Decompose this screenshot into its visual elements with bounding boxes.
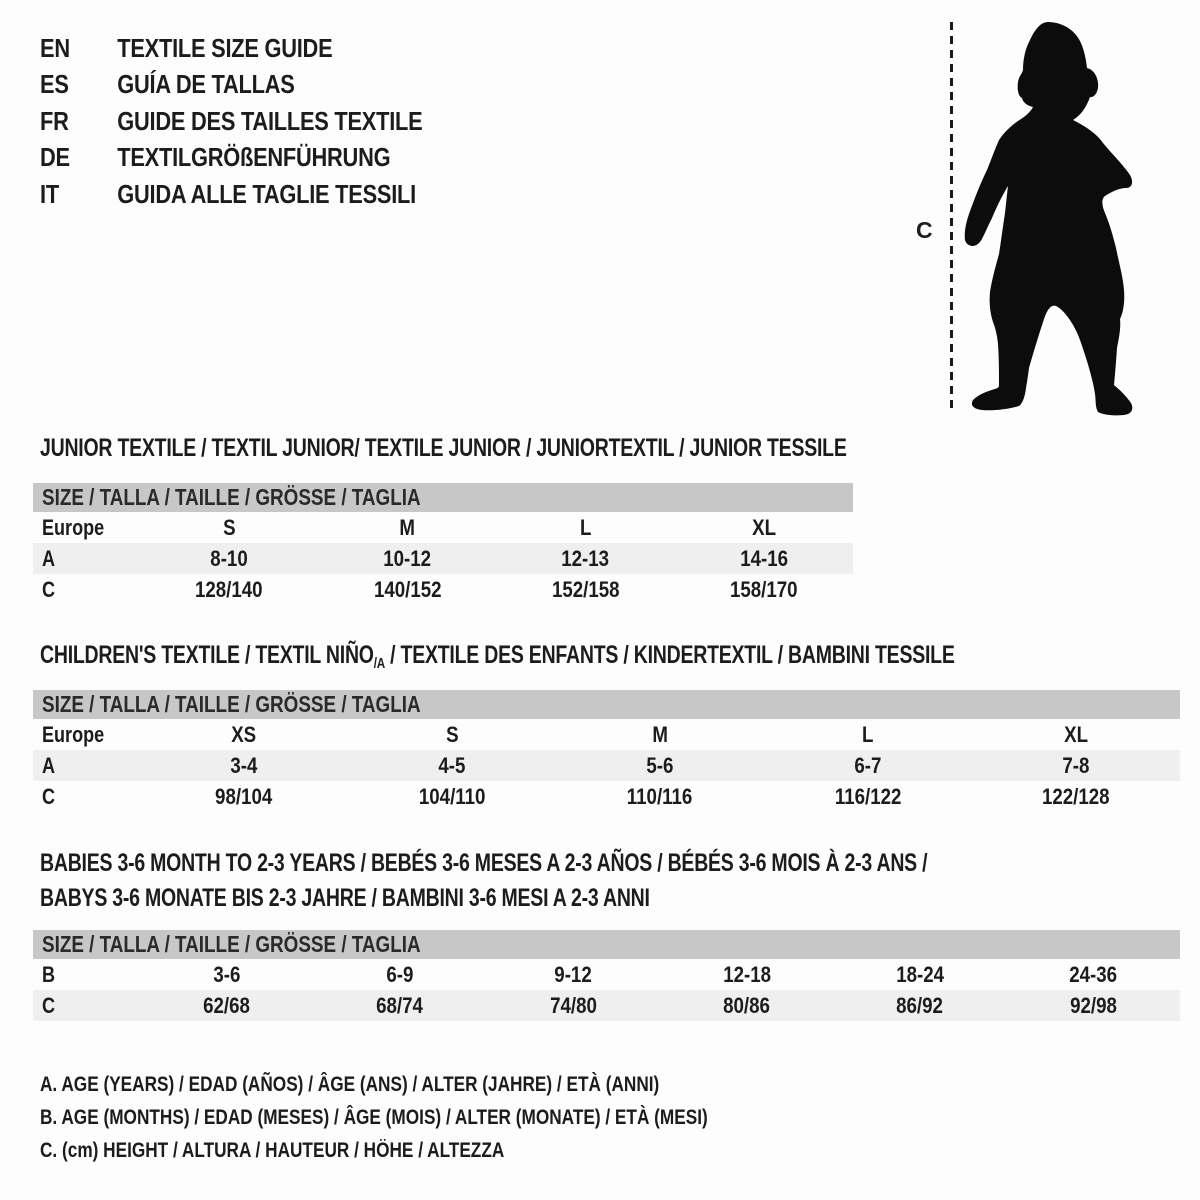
- height-cell: 122/128: [1042, 783, 1110, 809]
- children-size-table: [33, 690, 1180, 812]
- size-cell: M: [399, 514, 416, 540]
- table-row-height: [33, 990, 1180, 1021]
- height-cell: 92/98: [1069, 992, 1117, 1018]
- age-cell: 4-5: [438, 752, 466, 778]
- guide-title: GUÍA DE TALLAS: [117, 69, 295, 100]
- height-cell: 62/68: [203, 992, 251, 1018]
- size-cell: L: [862, 721, 874, 747]
- height-cell: 116/122: [834, 783, 902, 809]
- height-cell: 140/152: [373, 576, 442, 602]
- size-header-text: SIZE / TALLA / TAILLE / GRÖSSE / TAGLIA: [42, 484, 421, 510]
- size-cell: L: [579, 514, 592, 540]
- table-row-height: [33, 574, 853, 605]
- children-title-subscript: /A: [373, 655, 385, 672]
- row-label: A: [42, 752, 56, 778]
- children-section-title-text: [40, 641, 955, 672]
- guide-title: TEXTILE SIZE GUIDE: [117, 32, 333, 63]
- table-row-age-months: [33, 959, 1180, 990]
- legend-line-height-cm: C. (cm) HEIGHT / ALTURA / HAUTEUR / HÖHE / ALTEZZA: [40, 1139, 505, 1162]
- age-cell: 12-18: [722, 961, 771, 987]
- language-row: [40, 176, 422, 213]
- language-code: EN: [40, 32, 70, 63]
- legend-line-age-months: B. AGE (MONTHS) / EDAD (MESES) / ÂGE (MOIS) / ALTER (MONATE) / ETÀ (MESI): [40, 1106, 708, 1129]
- age-cell: 3-4: [230, 752, 258, 778]
- age-cell: 14-16: [739, 545, 788, 571]
- toddler-silhouette-figure: [935, 16, 1165, 420]
- babies-title-line2: BABYS 3-6 MONATE BIS 2-3 JAHRE / BAMBINI 3-6 MESI A 2-3 ANNI: [40, 884, 650, 912]
- size-cell: S: [222, 514, 236, 540]
- row-label: C: [42, 576, 56, 602]
- guide-title: GUIDE DES TAILLES TEXTILE: [117, 105, 423, 136]
- size-header-bar: [33, 930, 1180, 959]
- row-label: C: [42, 783, 56, 809]
- size-header-text: SIZE / TALLA / TAILLE / GRÖSSE / TAGLIA: [42, 691, 421, 717]
- age-cell: 8-10: [210, 545, 248, 571]
- age-cell: 6-7: [854, 752, 882, 778]
- children-title-suffix: / TEXTILE DES ENFANTS / KINDERTEXTIL / BAMBINI TESSILE: [384, 641, 955, 669]
- age-cell: 5-6: [646, 752, 674, 778]
- guide-title: GUIDA ALLE TAGLIE TESSILI: [117, 178, 416, 209]
- table-row-age: [33, 750, 1180, 781]
- row-label: A: [42, 545, 56, 571]
- row-label: Europe: [42, 514, 105, 540]
- age-cell: 10-12: [383, 545, 432, 571]
- age-cell: 9-12: [554, 961, 593, 987]
- row-label: B: [42, 961, 56, 987]
- row-label: C: [42, 992, 56, 1018]
- size-header-bar: [33, 690, 1180, 719]
- babies-size-table: [33, 930, 1180, 1021]
- language-row: [40, 140, 422, 177]
- table-row-age: [33, 543, 853, 574]
- language-title-list: [40, 30, 495, 213]
- babies-section-title: [40, 846, 1178, 916]
- age-cell: 7-8: [1062, 752, 1090, 778]
- height-cell: 80/86: [723, 992, 771, 1018]
- age-cell: 3-6: [213, 961, 241, 987]
- measurement-legend: [40, 1068, 854, 1167]
- children-title-prefix: CHILDREN'S TEXTILE / TEXTIL NIÑO: [40, 641, 374, 669]
- height-cell: 158/170: [730, 576, 798, 602]
- table-row-europe: [33, 512, 853, 543]
- language-code: ES: [40, 69, 69, 100]
- guide-title: TEXTILGRÖßENFÜHRUNG: [117, 142, 391, 173]
- height-measure-label: C: [916, 217, 933, 243]
- size-cell: XL: [1064, 721, 1088, 747]
- age-cell: 24-36: [1069, 961, 1118, 987]
- height-cell: 68/74: [376, 992, 424, 1018]
- language-row: [40, 30, 422, 67]
- junior-section-title: [40, 434, 1074, 463]
- children-section-title: [40, 641, 1200, 672]
- babies-title-line1: BABIES 3-6 MONTH TO 2-3 YEARS / BEBÉS 3-6 MESES A 2-3 AÑOS / BÉBÉS 3-6 MOIS À 2-3 ANS /: [40, 849, 928, 877]
- height-cell: 74/80: [549, 992, 597, 1018]
- language-code: FR: [40, 105, 69, 136]
- height-cell: 110/116: [627, 783, 693, 809]
- height-cell: 152/158: [551, 576, 620, 602]
- height-cell: 86/92: [896, 992, 944, 1018]
- height-cell: 104/110: [418, 783, 486, 809]
- table-row-height: [33, 781, 1180, 812]
- table-row-europe: [33, 719, 1180, 750]
- height-cell: 128/140: [195, 576, 263, 602]
- size-cell: XL: [751, 514, 776, 540]
- size-header-bar: [33, 483, 853, 512]
- language-row: [40, 103, 422, 140]
- language-code: DE: [40, 142, 70, 173]
- age-cell: 18-24: [896, 961, 944, 987]
- height-cell: 98/104: [215, 783, 273, 809]
- age-cell: 12-13: [561, 545, 610, 571]
- language-code: IT: [40, 178, 59, 209]
- junior-size-table: [33, 483, 853, 605]
- legend-line-age-years: A. AGE (YEARS) / EDAD (AÑOS) / ÂGE (ANS) / ALTER (JAHRE) / ETÀ (ANNI): [40, 1073, 660, 1096]
- size-header-text: SIZE / TALLA / TAILLE / GRÖSSE / TAGLIA: [42, 931, 421, 957]
- toddler-silhouette-icon: [965, 22, 1133, 415]
- junior-section-title-text: JUNIOR TEXTILE / TEXTIL JUNIOR/ TEXTILE JUNIOR / JUNIORTEXTIL / JUNIOR TESSILE: [40, 434, 847, 462]
- size-cell: XS: [231, 721, 257, 747]
- row-label: Europe: [42, 721, 105, 747]
- size-cell: M: [652, 721, 668, 747]
- size-cell: S: [445, 721, 459, 747]
- language-row: [40, 67, 422, 104]
- age-cell: 6-9: [386, 961, 414, 987]
